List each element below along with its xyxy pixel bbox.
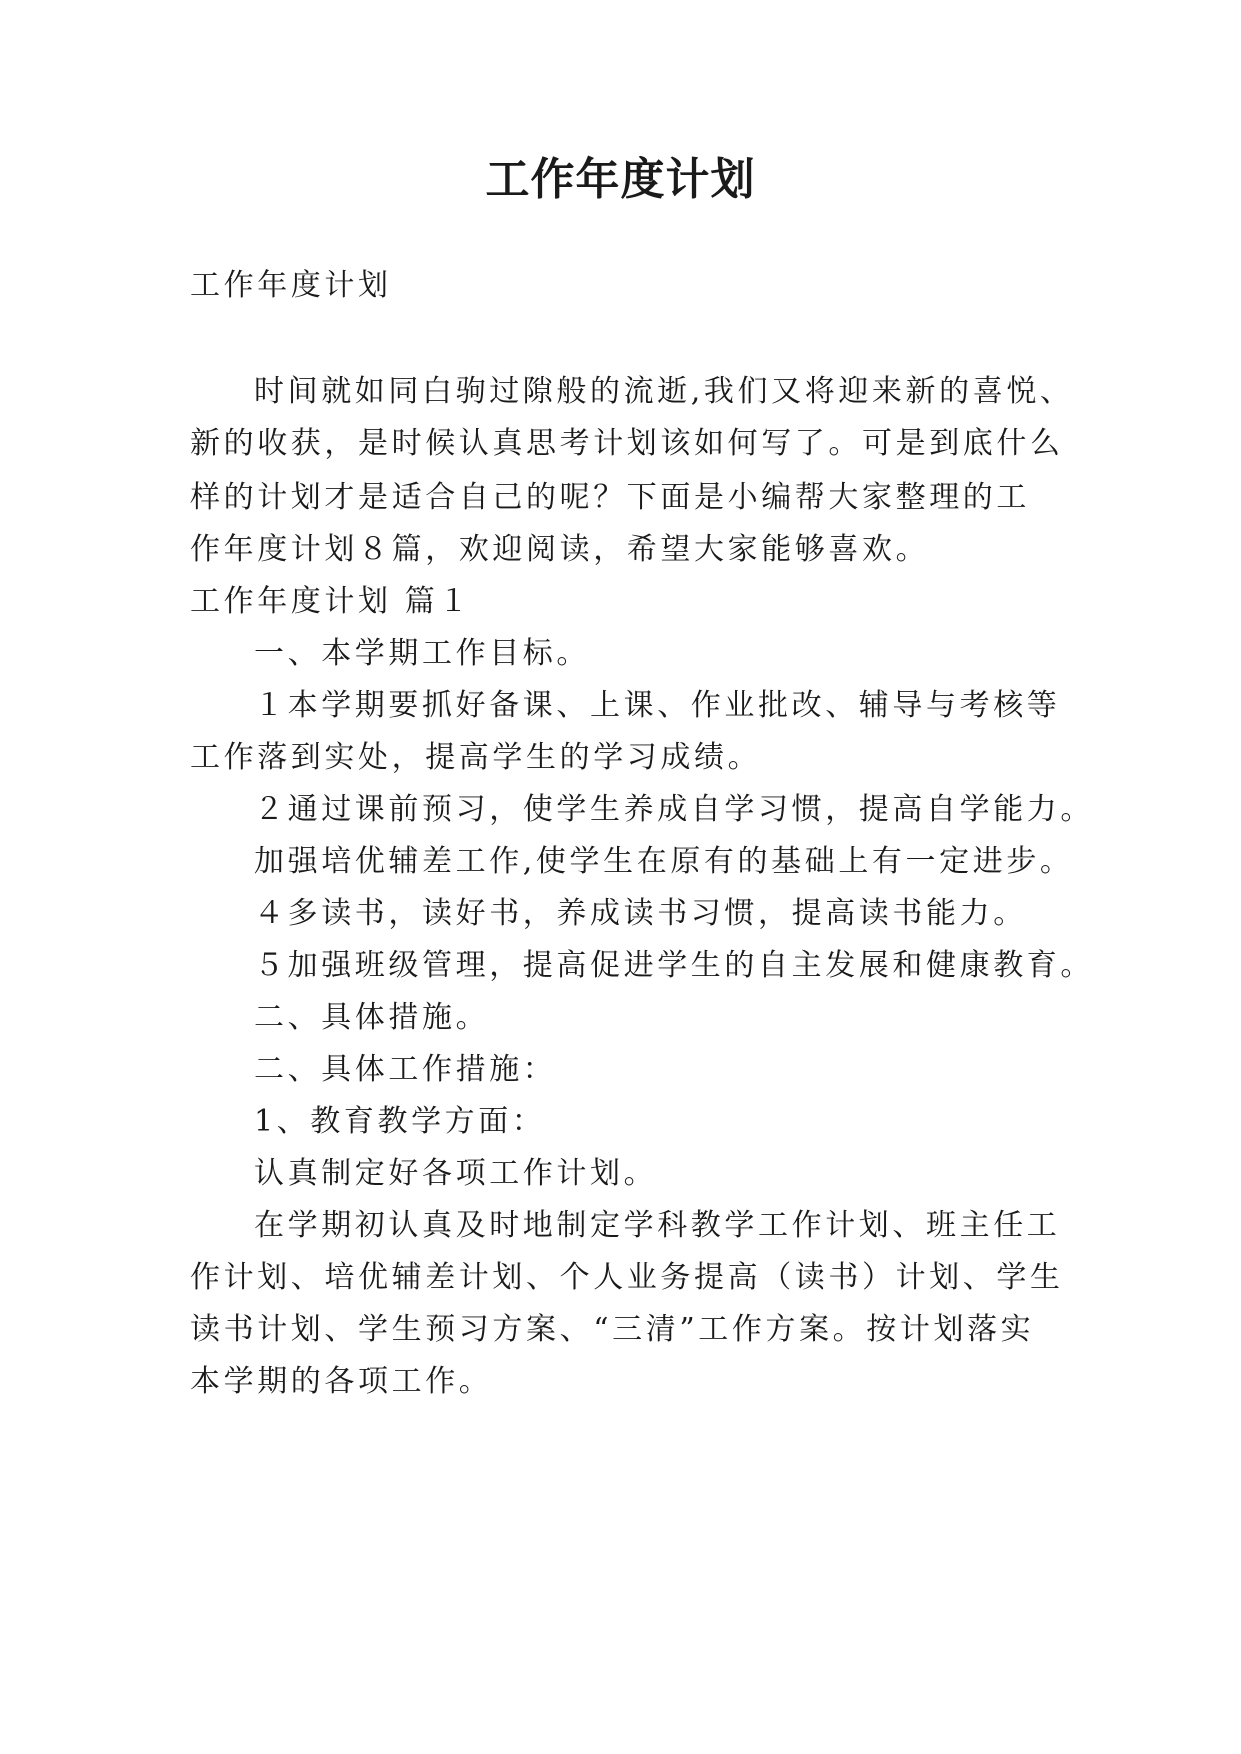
- body-line: 1、教育教学方面：: [254, 1104, 546, 1139]
- intro-line: 作年度计划８篇，欢迎阅读，希望大家能够喜欢。: [190, 532, 930, 567]
- body-line: ４多读书，读好书，养成读书习惯，提高读书能力。: [254, 896, 1027, 931]
- body-line: 认真制定好各项工作计划。: [254, 1156, 658, 1191]
- intro-line: 样的计划才是适合自己的呢？下面是小编帮大家整理的工: [190, 480, 1030, 515]
- body-line: １本学期要抓好备课、上课、作业批改、辅导与考核等: [254, 688, 1061, 723]
- body-line: 工作落到实处，提高学生的学习成绩。: [190, 740, 762, 775]
- body-line: ２通过课前预习，使学生养成自学习惯，提高自学能力。: [254, 792, 1094, 827]
- body-line: 二、具体工作措施：: [254, 1052, 557, 1087]
- body-line: 读书计划、学生预习方案、“三清”工作方案。按计划落实: [190, 1312, 1035, 1347]
- intro-line: 新的收获，是时候认真思考计划该如何写了。可是到底什么: [190, 426, 1064, 461]
- section-heading: 工作年度计划 篇１: [190, 584, 472, 619]
- body-line: 二、具体措施。: [254, 1000, 490, 1035]
- body-line: ５加强班级管理，提高促进学生的自主发展和健康教育。: [254, 948, 1094, 983]
- document-title: 工作年度计划: [485, 154, 756, 205]
- body-line: 作计划、培优辅差计划、个人业务提高（读书）计划、学生: [190, 1260, 1064, 1295]
- document-subtitle: 工作年度计划: [190, 268, 392, 303]
- body-line: 加强培优辅差工作,使学生在原有的基础上有一定进步。: [254, 844, 1074, 879]
- body-line: 在学期初认真及时地制定学科教学工作计划、班主任工: [254, 1208, 1061, 1243]
- body-line: 本学期的各项工作。: [190, 1364, 493, 1399]
- body-line: 一、本学期工作目标。: [254, 636, 590, 671]
- intro-line: 时间就如同白驹过隙般的流逝,我们又将迎来新的喜悦、: [254, 374, 1074, 409]
